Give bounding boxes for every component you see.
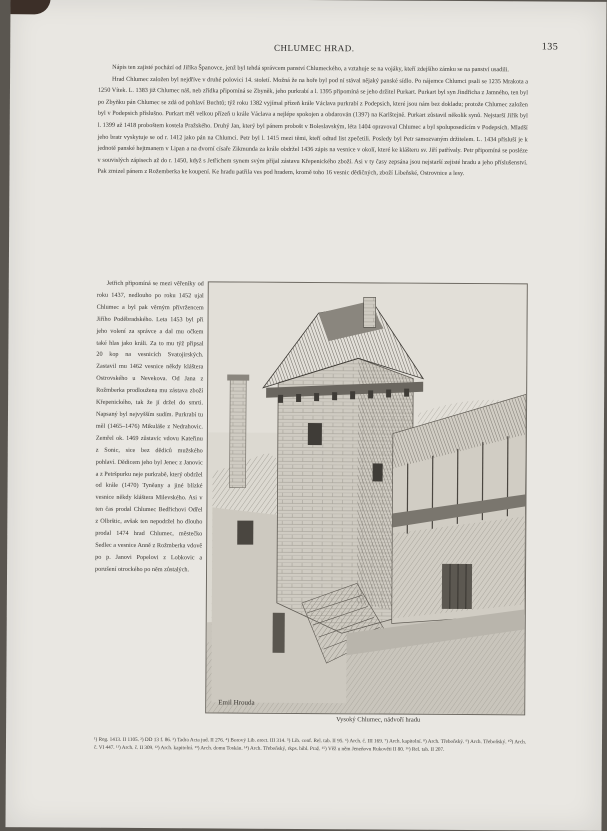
figure-caption: Vysoký Chlumec, nádvoří hradu [336, 716, 516, 724]
paragraph-jetrich: Jetřich připomíná se mezi věřeníky od roku 1437, nedlouho po roku 1452 ujal Chlumec a byl pak věrným přívržencem Jiřího Poděbradského. Leta 1453 byl při jeho volení za správce a dal mu očkem také hlas jako králi. Za to mu týž připsal 20 kop na vesnicích Svatojirských. Zastavil mu 1462 vesnice někdy kláštera Ostrovského u Nevekova. Od Jana z Rožmberka prodloužena mu zástava zboží Křepenického, tak že jí držel do smrti. Napsaný byl nejvyšším sudím. Purkrabí tu měl (1465–1476) Mikuláše z Nedrahovic. Zemřel ok. 1469 zůstavíc vdovu Kateřinu z Sonic, sice bez dědiců mužského pohlaví. Dědicem jeho byl Jenec z Janovic a z Petršpurku neje purkrabě, který obdržel od krále (1470) Tyněany a jiné blízké vesnice někdy kláštera Milevského. Asi v ten čas prodal Chlumec Bedřichovi Odřel z Olbrštic, avšak ten nepodržel ho dlouho prodal 1474 hrad Chlumec, městečko Sedlec a vesnice Anně z Rožmberka vdově po p. Janovi Popelovi z Lobkovic a porušení otrockého po něm zůstalých. [95, 278, 204, 576]
paragraph-history: Hrad Chlumec založen byl nejdříve v druhé polovici 14. století. Možná že na hoře byl pod ní stával nějaký panské sídlo. Po nájemce Chlumci psali se 1235 Mrakota a 1250 Vítek. L. 1383 již Chlumec náš, neb zřídka připomíná se Zbyněk, jeho purkrabí a l. 1395 připomíná se jeho držitel Purkart. Purkart byl syn Jindřicha z Jamného, ten byl po Zbyňku pán Chlumec se zdá od pohlaví Buchtů; týž roku 1382 vyjímal přízeň krále Václava purkrabí z Podepsich, které jsou nám bez dokladu; protože Chlumec založen byl v Podepsich příslušno. Purkart měl velkou přízeň u krále Václava a nejlépe spokojen a obdarován (1397) na Karlštejně. Purkart zůstavil několik synů. Nejstarší Jiřík byl l. 1399 až 1418 proboštem kostela Pražského. Druhý Jan, který byl pánem probošt v Boleslavským, léta 1404 opravoval Chlumec a byl spoluposedícím v Podepsích. Mladší jeho bratr vyskytuje se od r. 1412 jako pán na Chlumci. Petr byl l. 1415 mezi těmi, kteří odtud list zpečetili. Posledy byl Petr samozvaným držitelem. L. 1434 přísluší je k jednotě panské hejtmanem v Lipan a na dvorní císaře Zikmunda za krále obdržel 1436 zápis na vesnice v okolí, které ke klášteru sv. Jiří patřívaly. Petr připomíná se posléze v souvislých zápisech až do r. 1450, když s Jetřichem synem svým přijal zástavu Křepenického zboží. Asi v ty časy zepsána jsou nejstarší zejisté hradu a jeho příslušenství. Pak zmizel pánem z Rožemberka ke koupení. Ke hradu patřila ves pod hradem, kromě toho 16 vesnic dědičných, zboží Libeňské, Ostrovnice a lesy. [97, 73, 528, 180]
running-header [70, 39, 558, 56]
page-corner-shadow [10, 0, 50, 14]
artist-signature: Emil Hrouda [218, 698, 255, 706]
page-title: CHLUMEC HRAD. [70, 42, 558, 55]
footnotes: ¹) Reg. 1413. II 1105. ²) DD 13 f. 86. ³) Tadra Acta jud. II 276. ⁴) Borový Lib. erect. III 314. ⁵) Lib. conf. Rel. tab. II 95. ⁶) Arch. č. III 169. ⁷) Arch. kapitolní. ⁸) Arch. Třeboňský. ⁹) Arch. Třeboňský. ¹⁰) Arch. č. VI 447. ¹¹) Arch. č. II 309. ¹²) Arch. kapitolní. ¹³) Arch. domu Toskán. ¹⁴) Arch. Třeboňský, rkps. bibl. Praž. ¹⁵) Věž u něm Jeneňovu Rukověti II 80. ¹⁶) Rel. tab. II 207. [94, 736, 526, 755]
paragraph-inscription: Nápis ten zajisté pochází od Jiříka Španovce, jenž byl tehdá správcem panství Chlumeckého, a vztahuje se na vojáky, kteří zdejšího zámku se na panství usadili. [98, 62, 528, 76]
page-number: 135 [542, 41, 559, 52]
book-page [5, 0, 606, 831]
top-text [97, 62, 528, 181]
left-column-text [95, 278, 204, 576]
castle-illustration [205, 281, 528, 715]
castle-courtyard-engraving [206, 282, 527, 714]
